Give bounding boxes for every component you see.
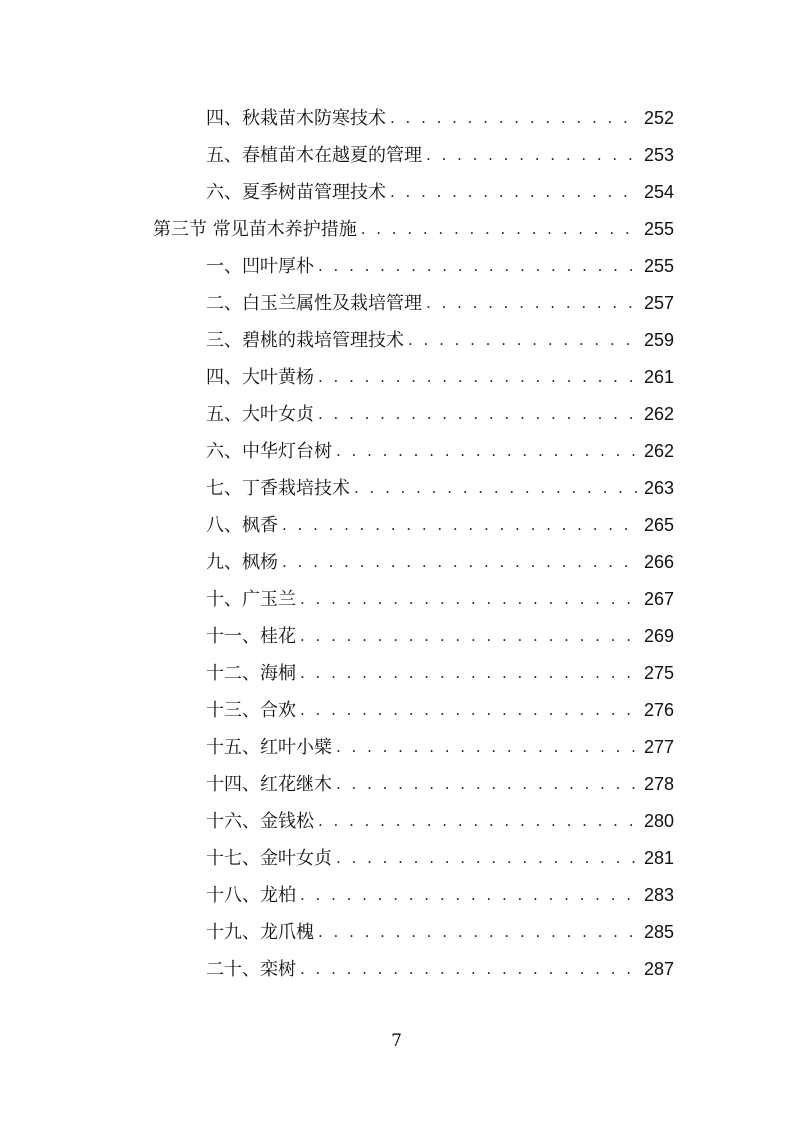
toc-section-entry[interactable] [153, 211, 674, 248]
toc-entry[interactable] [206, 322, 674, 359]
toc-entry[interactable] [206, 396, 674, 433]
toc-entry-title: 十七、金叶女贞 [206, 848, 332, 869]
toc-entry-title: 第三节 常见苗木养护措施 [153, 219, 357, 240]
toc-entry-page: 261 [643, 367, 674, 387]
toc-entry-title: 十三、合欢 [206, 700, 296, 721]
toc-entry-title: 十四、红花继木 [206, 774, 332, 795]
toc-entry-page: 287 [643, 959, 674, 979]
dot-leader [282, 544, 638, 581]
toc-entry-page: 281 [643, 848, 674, 868]
toc-entry[interactable] [206, 618, 674, 655]
toc-entry-page: 276 [643, 700, 674, 720]
dot-leader [300, 877, 638, 914]
toc-entry-page: 267 [643, 589, 674, 609]
toc-entry[interactable] [206, 655, 674, 692]
dot-leader [300, 581, 638, 618]
dot-leader [300, 951, 638, 988]
toc-entry[interactable] [206, 951, 674, 988]
toc-entry-page: 285 [643, 922, 674, 942]
dot-leader [426, 285, 638, 322]
toc-entry-title: 十五、红叶小檗 [206, 737, 332, 758]
toc-entry-page: 259 [643, 330, 674, 350]
toc-entry-page: 275 [643, 663, 674, 683]
toc-entry-title: 十二、海桐 [206, 663, 296, 684]
toc-entry[interactable] [206, 359, 674, 396]
page-number: 7 [391, 1031, 402, 1051]
toc-entry-title: 五、春植苗木在越夏的管理 [206, 145, 422, 166]
dot-leader [300, 618, 638, 655]
dot-leader [336, 766, 638, 803]
toc-entry[interactable] [206, 544, 674, 581]
dot-leader [300, 692, 638, 729]
toc-entry[interactable] [206, 470, 674, 507]
toc-entry-title: 六、中华灯台树 [206, 441, 332, 462]
dot-leader [361, 211, 638, 248]
toc-entry[interactable] [206, 137, 674, 174]
dot-leader [318, 396, 638, 433]
toc-entry-page: 269 [643, 626, 674, 646]
toc-entry-page: 263 [643, 478, 674, 498]
toc-entry-title: 一、凹叶厚朴 [206, 256, 314, 277]
toc-entry-title: 十六、金钱松 [206, 811, 314, 832]
toc-entry[interactable] [206, 803, 674, 840]
toc-entry-page: 283 [643, 885, 674, 905]
toc-entry[interactable] [206, 285, 674, 322]
toc-entry-page: 266 [643, 552, 674, 572]
dot-leader [318, 803, 638, 840]
toc-entry-page: 257 [643, 293, 674, 313]
dot-leader [336, 840, 638, 877]
toc-entry-page: 265 [643, 515, 674, 535]
toc-entry-page: 278 [643, 774, 674, 794]
toc-entry[interactable] [206, 100, 674, 137]
toc-entry-page: 252 [643, 108, 674, 128]
toc-entry-page: 280 [643, 811, 674, 831]
toc-entry-page: 254 [643, 182, 674, 202]
dot-leader [300, 655, 638, 692]
toc-entry-page: 262 [643, 404, 674, 424]
dot-leader [282, 507, 638, 544]
toc-entry-title: 三、碧桃的栽培管理技术 [206, 330, 404, 351]
toc-entry[interactable] [206, 914, 674, 951]
toc-entry-page: 255 [643, 219, 674, 239]
toc-entry[interactable] [206, 877, 674, 914]
toc-entry-title: 十八、龙柏 [206, 885, 296, 906]
toc-entry-title: 四、秋栽苗木防寒技术 [206, 108, 386, 129]
toc-entry-page: 253 [643, 145, 674, 165]
toc-entry[interactable] [206, 766, 674, 803]
dot-leader [318, 359, 638, 396]
toc-entry-title: 二、白玉兰属性及栽培管理 [206, 293, 422, 314]
toc-entry[interactable] [206, 174, 674, 211]
dot-leader [318, 914, 638, 951]
toc-entry-title: 十九、龙爪槐 [206, 922, 314, 943]
toc-entry-title: 五、大叶女贞 [206, 404, 314, 425]
toc-entry-page: 262 [643, 441, 674, 461]
toc-entry-page: 277 [643, 737, 674, 757]
dot-leader [390, 100, 638, 137]
dot-leader [426, 137, 638, 174]
toc-entry[interactable] [206, 248, 674, 285]
toc-entry[interactable] [206, 729, 674, 766]
toc-entry[interactable] [206, 433, 674, 470]
toc-entry-page: 255 [643, 256, 674, 276]
toc-entry-title: 七、丁香栽培技术 [206, 478, 350, 499]
dot-leader [336, 729, 638, 766]
dot-leader [336, 433, 638, 470]
toc-entry-title: 二十、栾树 [206, 959, 296, 980]
toc-entry-title: 九、枫杨 [206, 552, 278, 573]
toc-entry[interactable] [206, 507, 674, 544]
dot-leader [390, 174, 638, 211]
dot-leader [318, 248, 638, 285]
toc-entry-title: 八、枫香 [206, 515, 278, 536]
toc-entry[interactable] [206, 692, 674, 729]
toc-entry[interactable] [206, 840, 674, 877]
toc-entry-title: 六、夏季树苗管理技术 [206, 182, 386, 203]
toc-entry-title: 十一、桂花 [206, 626, 296, 647]
dot-leader [354, 470, 638, 507]
toc-entry-title: 十、广玉兰 [206, 589, 296, 610]
toc-entry-title: 四、大叶黄杨 [206, 367, 314, 388]
dot-leader [408, 322, 638, 359]
toc-entry[interactable] [206, 581, 674, 618]
